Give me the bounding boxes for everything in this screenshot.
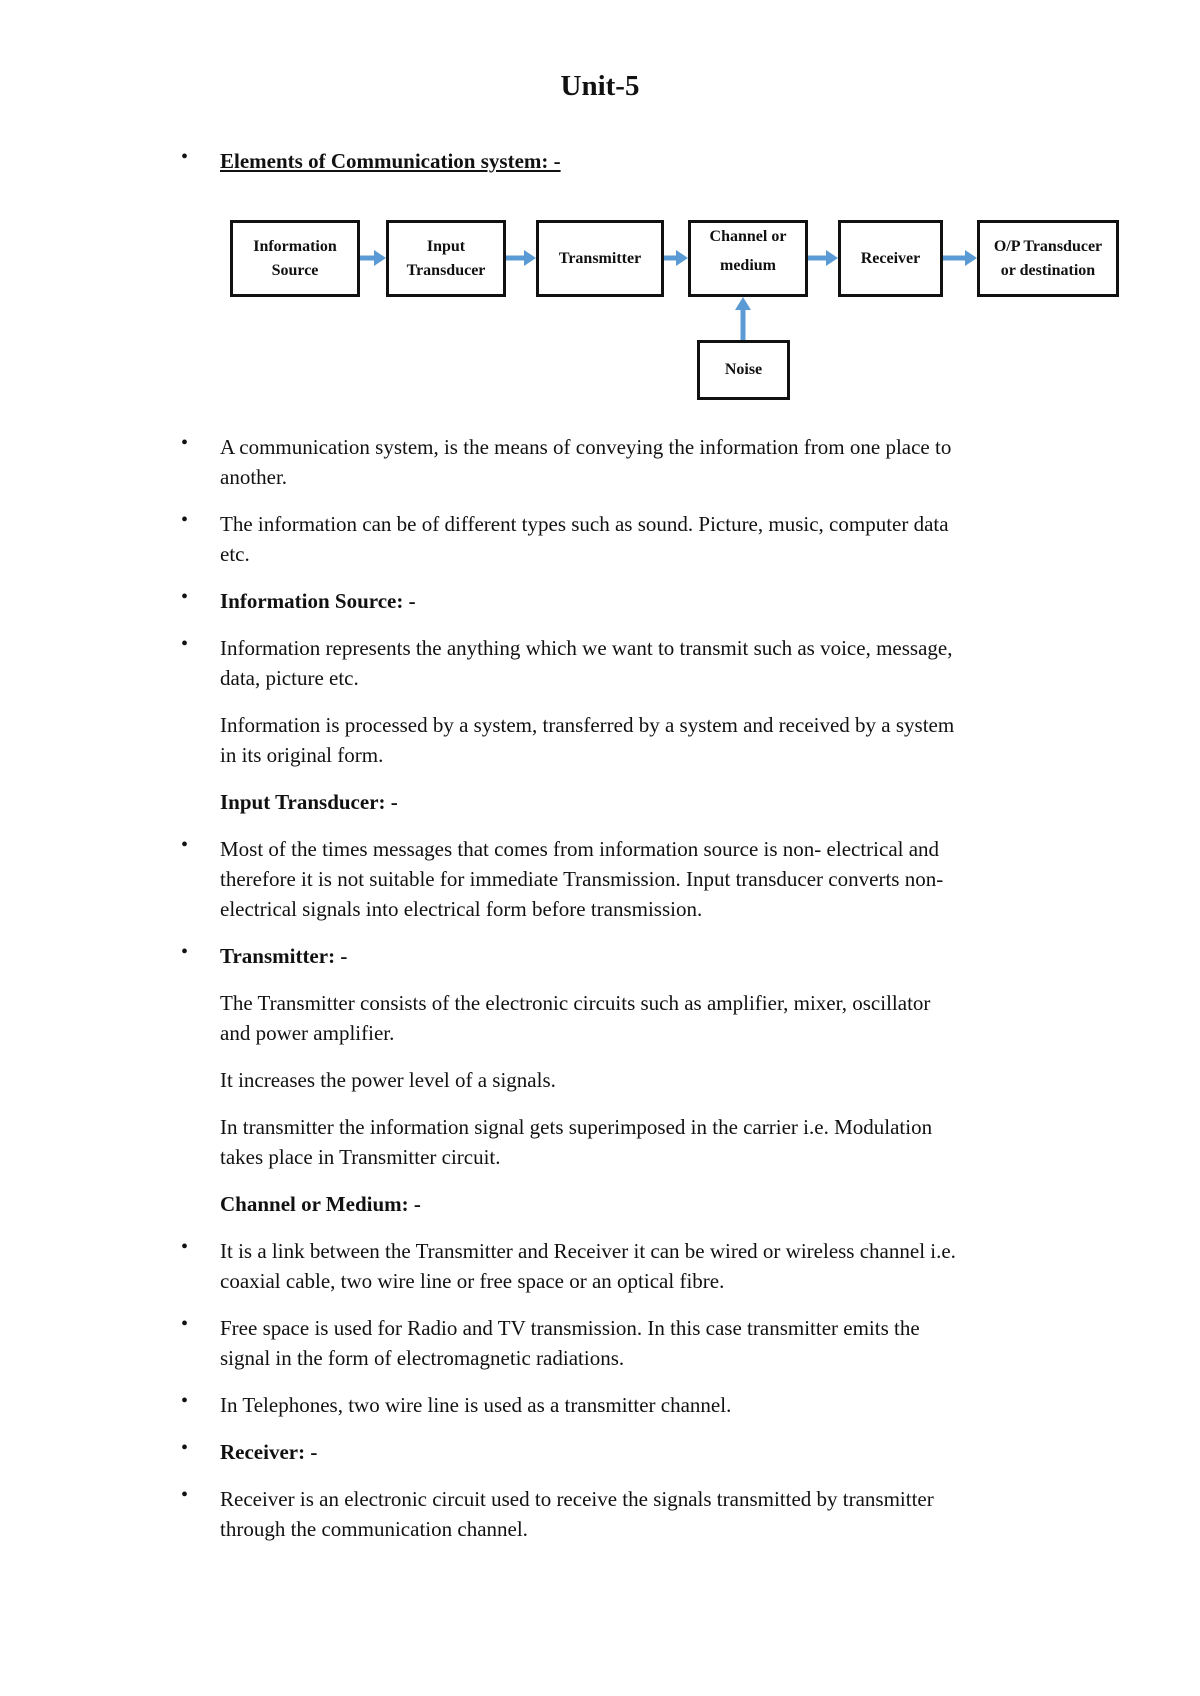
block-receiver: Receiver bbox=[838, 220, 943, 297]
paragraph: It is a link between the Transmitter and Receiver it can be wired or wireless channel i.e. coaxial cable, two wire line or free space or an optical fibre. bbox=[220, 1239, 956, 1293]
heading-transmitter: Transmitter: - bbox=[220, 944, 348, 968]
heading-channel: Channel or Medium: - bbox=[220, 1192, 421, 1216]
bullet: • bbox=[181, 432, 189, 454]
bullet: • bbox=[181, 1390, 189, 1412]
heading-receiver: Receiver: - bbox=[220, 1440, 318, 1464]
flow-arrow-head bbox=[374, 250, 386, 266]
heading-input-transducer: Input Transducer: - bbox=[220, 790, 398, 814]
bullet: • bbox=[181, 509, 189, 531]
noise-arrow-head bbox=[735, 297, 751, 310]
paragraph: Free space is used for Radio and TV transmission. In this case transmitter emits the signal in the form of electromagnetic radiations. bbox=[220, 1316, 920, 1370]
bullet: • bbox=[181, 586, 189, 608]
bullet: • bbox=[181, 941, 189, 963]
flow-arrow-head bbox=[826, 250, 838, 266]
block-output-transducer: O/P Transducer or destination bbox=[977, 220, 1119, 297]
heading-information-source: Information Source: - bbox=[220, 589, 416, 613]
paragraph: Receiver is an electronic circuit used to receive the signals transmitted by transmitter through the communication channel. bbox=[220, 1487, 934, 1541]
paragraph: Information is processed by a system, transferred by a system and received by a system in its original form. bbox=[220, 713, 955, 767]
paragraph: The information can be of different types such as sound. Picture, music, computer data etc. bbox=[220, 512, 949, 566]
block-input-transducer: Input Transducer bbox=[386, 220, 506, 297]
bullet: • bbox=[181, 1437, 189, 1459]
bullet: • bbox=[181, 146, 189, 168]
paragraph: It increases the power level of a signals. bbox=[220, 1068, 556, 1092]
block-transmitter: Transmitter bbox=[536, 220, 664, 297]
paragraph: The Transmitter consists of the electronic circuits such as amplifier, mixer, oscillator and power amplifier. bbox=[220, 991, 931, 1045]
section-heading: Elements of Communication system: - bbox=[220, 149, 561, 173]
flow-arrow-head bbox=[676, 250, 688, 266]
flow-arrow-head bbox=[965, 250, 977, 266]
bullet: • bbox=[181, 1236, 189, 1258]
bullet: • bbox=[181, 834, 189, 856]
paragraph: In transmitter the information signal gets superimposed in the carrier i.e. Modulation takes place in Transmitter circuit. bbox=[220, 1115, 933, 1169]
flow-arrow-head bbox=[524, 250, 536, 266]
block-information-source: Information Source bbox=[230, 220, 360, 297]
bullet: • bbox=[181, 1484, 189, 1506]
page-title: Unit-5 bbox=[560, 70, 640, 102]
bullet: • bbox=[181, 1313, 189, 1335]
diagram-arrows bbox=[0, 0, 1200, 420]
paragraph: In Telephones, two wire line is used as a transmitter channel. bbox=[220, 1393, 732, 1417]
paragraph: Most of the times messages that comes from information source is non- electrical and therefore it is not suitable for immediate Transmission. Input transducer converts non- electrical signals into electrical form before transmission. bbox=[220, 837, 944, 921]
block-noise: Noise bbox=[697, 340, 790, 400]
block-channel: Channel or medium bbox=[688, 220, 808, 297]
bullet: • bbox=[181, 633, 189, 655]
paragraph: A communication system, is the means of conveying the information from one place to another. bbox=[220, 435, 952, 489]
paragraph: Information represents the anything which we want to transmit such as voice, message, data, picture etc. bbox=[220, 636, 953, 690]
